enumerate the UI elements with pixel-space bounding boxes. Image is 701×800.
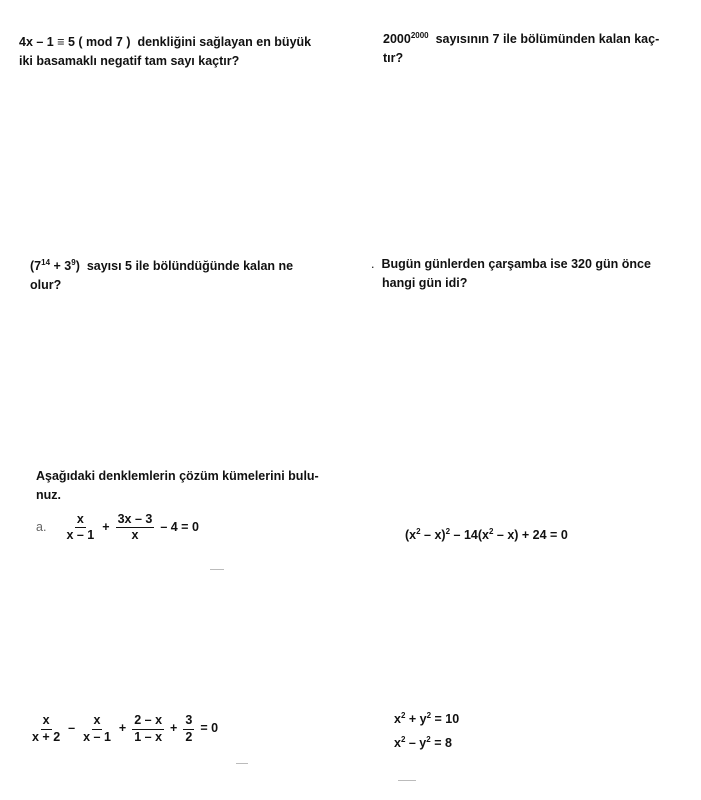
question-2-exponent: 2000 [410, 31, 429, 40]
question-3-text: sayısı 5 ile bölündüğünde kalan ne [86, 259, 294, 273]
fraction-4: $\frac{3}{2}$ [185, 713, 193, 744]
question-7-equation: $\frac{x}{x + 2}$ – $\frac{x}{x - 1}$ + $\frac{2 - x}{1 - x}$ + $\frac{3}{2}$ = 0 [32, 713, 219, 744]
question-2-line-2: tır? [383, 51, 404, 66]
question-5-line-1: Aşağıdaki denklemlerin çözüm kümelerini bulu- [36, 469, 319, 483]
question-6-equation: $(x^2 - x)^2 - 14(x^2 - x) + 24 = 0$ [405, 527, 568, 542]
question-8-equation-2: $x^2 - y^2 = 8$ [394, 734, 452, 750]
question-8 [394, 708, 459, 756]
fraction-2: $\frac{3x - 3}{x}$ [117, 511, 153, 543]
question-2-base: 2000 [383, 32, 411, 46]
question-4-line-1 [371, 255, 651, 274]
fraction-3: $\frac{2 - x}{1 - x}$ [134, 713, 163, 744]
question-4-line-2: hangi gün idi? [382, 276, 468, 291]
question-6 [405, 526, 568, 545]
question-5-equation-a: a. $\frac{x}{x - 1}$ + $\frac{3x - 3}{x}$ – 4 = 0 [36, 511, 199, 543]
question-2 [383, 30, 659, 69]
scan-mark [210, 569, 224, 570]
equation-tail: = 0 [200, 721, 219, 736]
question-2-text: sayısının 7 ile bölümünden kalan kaç- [435, 32, 660, 46]
question-4-text: Bugün günlerden çarşamba ise 320 gün önce [381, 257, 651, 271]
fraction-2: $\frac{x}{x - 1}$ [83, 713, 111, 744]
question-5-label: a. [36, 520, 47, 535]
question-3-line-2: olur? [30, 278, 62, 293]
question-2-line-1 [383, 30, 659, 49]
equation-tail: – 4 = 0 [160, 520, 199, 535]
scan-mark [236, 763, 248, 764]
question-1-line-2: iki basamaklı negatif tam sayı kaçtır? [19, 54, 240, 69]
question-3 [30, 257, 293, 296]
question-3-expression: $(7^{14} + 3^9)$ [30, 258, 80, 273]
question-1-text-end: denkliğini sağlayan en büyük [137, 35, 312, 49]
scan-mark [398, 780, 416, 781]
question-1-congruence: 4x – 1 ≡ 5 ( mod 7 ) [19, 35, 131, 49]
question-7 [28, 711, 220, 745]
question-8-equation-1: $x^2 + y^2 = 10$ [394, 711, 460, 726]
question-4-bullet: . [371, 257, 375, 271]
question-5 [36, 467, 319, 544]
question-1 [19, 33, 311, 72]
fraction-1: $\frac{x}{x - 1}$ [66, 511, 95, 543]
question-3-line-1 [30, 257, 293, 276]
question-4 [371, 255, 651, 294]
question-1-line-1 [19, 33, 311, 52]
question-5-line-2: nuz. [36, 488, 61, 503]
fraction-1: $\frac{x}{x + 2}$ [32, 713, 61, 744]
